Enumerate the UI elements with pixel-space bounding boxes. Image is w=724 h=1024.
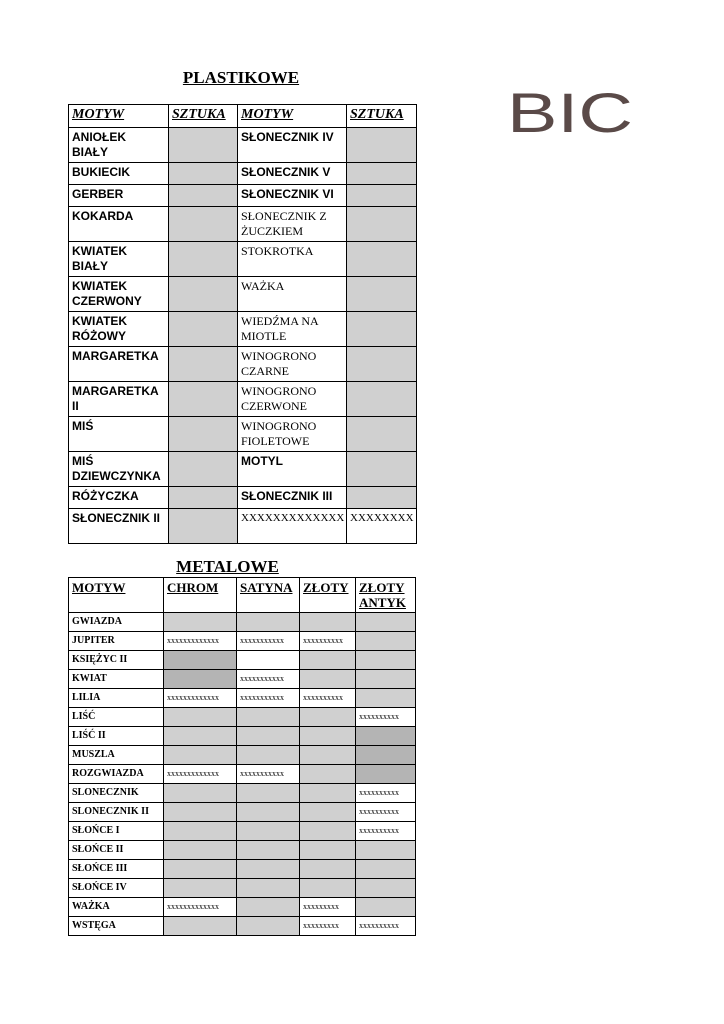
motyw-name-cell: LILIA xyxy=(69,689,164,708)
zloty-antyk-cell: xxxxxxxxxx xyxy=(356,803,416,822)
sztuka-left-cell[interactable] xyxy=(169,417,238,452)
metalowe-row xyxy=(69,689,416,708)
zloty-antyk-cell[interactable] xyxy=(356,879,416,898)
chrom-cell[interactable] xyxy=(164,879,237,898)
zloty-antyk-cell[interactable] xyxy=(356,765,416,784)
motyw-left-cell: ANIOŁEK BIAŁY xyxy=(69,128,169,163)
sztuka-right-cell[interactable] xyxy=(347,185,417,207)
plastikowe-row xyxy=(69,417,417,452)
zloty-antyk-cell[interactable] xyxy=(356,632,416,651)
metalowe-row xyxy=(69,746,416,765)
header-motyw-1: MOTYW xyxy=(69,105,169,128)
sztuka-right-cell[interactable] xyxy=(347,382,417,417)
zloty-antyk-cell[interactable] xyxy=(356,841,416,860)
header-zloty-antyk: ZŁOTY ANTYK xyxy=(356,578,416,613)
zloty-antyk-cell: xxxxxxxxxx xyxy=(356,822,416,841)
motyw-right-cell: WINOGRONO FIOLETOWE xyxy=(238,417,347,452)
zloty-cell: xxxxxxxxx xyxy=(300,917,356,936)
plastikowe-title: PLASTIKOWE xyxy=(182,68,300,87)
chrom-cell[interactable] xyxy=(164,803,237,822)
zloty-antyk-cell: xxxxxxxxxx xyxy=(356,784,416,803)
motyw-name-cell: JUPITER xyxy=(69,632,164,651)
sztuka-left-cell[interactable] xyxy=(169,382,238,417)
motyw-name-cell: WSTĘGA xyxy=(69,917,164,936)
chrom-cell[interactable] xyxy=(164,651,237,670)
plastikowe-row xyxy=(69,185,417,207)
motyw-right-cell: SŁONECZNIK Z ŻUCZKIEM xyxy=(238,207,347,242)
chrom-cell[interactable] xyxy=(164,708,237,727)
chrom-cell[interactable] xyxy=(164,727,237,746)
sztuka-right-cell[interactable] xyxy=(347,163,417,185)
metalowe-row xyxy=(69,822,416,841)
motyw-left-cell: KWIATEK BIAŁY xyxy=(69,242,169,277)
metalowe-row xyxy=(69,898,416,917)
satyna-cell[interactable] xyxy=(237,746,300,765)
zloty-antyk-cell[interactable] xyxy=(356,613,416,632)
metalowe-row xyxy=(69,879,416,898)
metalowe-row xyxy=(69,841,416,860)
satyna-cell[interactable] xyxy=(237,822,300,841)
zloty-cell[interactable] xyxy=(300,651,356,670)
sztuka-right-cell[interactable] xyxy=(347,452,417,487)
zloty-cell[interactable] xyxy=(300,613,356,632)
chrom-cell: xxxxxxxxxxxxx xyxy=(164,632,237,651)
metalowe-row xyxy=(69,765,416,784)
motyw-right-cell: XXXXXXXXXXXXX xyxy=(238,509,347,544)
metalowe-header-row xyxy=(69,578,416,613)
motyw-name-cell: KWIAT xyxy=(69,670,164,689)
motyw-right-cell: WAŻKA xyxy=(238,277,347,312)
header-satyna: SATYNA xyxy=(237,578,300,613)
metalowe-row xyxy=(69,803,416,822)
satyna-cell[interactable] xyxy=(237,917,300,936)
plastikowe-row xyxy=(69,487,417,509)
header-motyw: MOTYW xyxy=(69,578,164,613)
metalowe-row xyxy=(69,651,416,670)
chrom-cell: xxxxxxxxxxxxx xyxy=(164,689,237,708)
zloty-cell: xxxxxxxxx xyxy=(300,898,356,917)
satyna-cell[interactable] xyxy=(237,708,300,727)
chrom-cell[interactable] xyxy=(164,746,237,765)
bic-logo xyxy=(507,82,637,138)
plastikowe-row xyxy=(69,242,417,277)
chrom-cell[interactable] xyxy=(164,613,237,632)
motyw-name-cell: LIŚĆ xyxy=(69,708,164,727)
plastikowe-table xyxy=(68,104,417,544)
motyw-right-cell: WINOGRONO CZERWONE xyxy=(238,382,347,417)
zloty-antyk-cell[interactable] xyxy=(356,860,416,879)
plastikowe-row xyxy=(69,207,417,242)
bic-logo-text: BIC xyxy=(507,82,633,138)
header-sztuka-1: SZTUKA xyxy=(169,105,238,128)
motyw-name-cell: SŁOŃCE IV xyxy=(69,879,164,898)
motyw-right-cell: SŁONECZNIK V xyxy=(238,163,347,185)
chrom-cell[interactable] xyxy=(164,784,237,803)
header-sztuka-2: SZTUKA xyxy=(347,105,417,128)
motyw-right-cell: WINOGRONO CZARNE xyxy=(238,347,347,382)
motyw-left-cell: RÓŻYCZKA xyxy=(69,487,169,509)
chrom-cell[interactable] xyxy=(164,670,237,689)
zloty-cell[interactable] xyxy=(300,803,356,822)
motyw-name-cell: SŁOŃCE I xyxy=(69,822,164,841)
zloty-cell: xxxxxxxxxx xyxy=(300,632,356,651)
chrom-cell[interactable] xyxy=(164,860,237,879)
sztuka-left-cell[interactable] xyxy=(169,347,238,382)
sztuka-right-cell[interactable] xyxy=(347,242,417,277)
zloty-antyk-cell[interactable] xyxy=(356,898,416,917)
metalowe-row xyxy=(69,860,416,879)
motyw-left-cell: MIŚ DZIEWCZYNKA xyxy=(69,452,169,487)
motyw-right-cell: SŁONECZNIK III xyxy=(238,487,347,509)
sztuka-right-cell[interactable] xyxy=(347,207,417,242)
plastikowe-row xyxy=(69,163,417,185)
satyna-cell: xxxxxxxxxxx xyxy=(237,765,300,784)
motyw-name-cell: GWIAZDA xyxy=(69,613,164,632)
plastikowe-row xyxy=(69,509,417,544)
zloty-cell[interactable] xyxy=(300,727,356,746)
sztuka-left-cell[interactable] xyxy=(169,277,238,312)
metalowe-row xyxy=(69,613,416,632)
motyw-left-cell: BUKIECIK xyxy=(69,163,169,185)
satyna-cell[interactable] xyxy=(237,784,300,803)
motyw-left-cell: SŁONECZNIK II xyxy=(69,509,169,544)
sztuka-right-cell[interactable] xyxy=(347,487,417,509)
sztuka-left-cell[interactable] xyxy=(169,128,238,163)
zloty-cell[interactable] xyxy=(300,670,356,689)
satyna-cell[interactable] xyxy=(237,879,300,898)
satyna-cell: xxxxxxxxxxx xyxy=(237,689,300,708)
plastikowe-row xyxy=(69,347,417,382)
motyw-right-cell: STOKROTKA xyxy=(238,242,347,277)
zloty-cell[interactable] xyxy=(300,746,356,765)
header-chrom: CHROM xyxy=(164,578,237,613)
sztuka-right-cell[interactable] xyxy=(347,277,417,312)
sztuka-left-cell[interactable] xyxy=(169,487,238,509)
satyna-cell: xxxxxxxxxxx xyxy=(237,632,300,651)
chrom-cell: xxxxxxxxxxxxx xyxy=(164,898,237,917)
zloty-cell[interactable] xyxy=(300,822,356,841)
zloty-antyk-cell: xxxxxxxxxx xyxy=(356,917,416,936)
metalowe-row xyxy=(69,632,416,651)
header-motyw-2: MOTYW xyxy=(238,105,347,128)
zloty-cell: xxxxxxxxxx xyxy=(300,689,356,708)
motyw-left-cell: KWIATEK RÓŻOWY xyxy=(69,312,169,347)
metalowe-row xyxy=(69,917,416,936)
chrom-cell[interactable] xyxy=(164,917,237,936)
chrom-cell: xxxxxxxxxxxxx xyxy=(164,765,237,784)
zloty-antyk-cell[interactable] xyxy=(356,727,416,746)
chrom-cell[interactable] xyxy=(164,841,237,860)
satyna-cell[interactable] xyxy=(237,898,300,917)
satyna-cell[interactable] xyxy=(237,727,300,746)
zloty-antyk-cell: xxxxxxxxxx xyxy=(356,708,416,727)
sztuka-right-cell: XXXXXXXX xyxy=(347,509,417,544)
motyw-name-cell: WAŻKA xyxy=(69,898,164,917)
sztuka-left-cell[interactable] xyxy=(169,242,238,277)
zloty-cell[interactable] xyxy=(300,879,356,898)
motyw-left-cell: KOKARDA xyxy=(69,207,169,242)
header-zloty: ZŁOTY xyxy=(300,578,356,613)
motyw-right-cell: SŁONECZNIK IV xyxy=(238,128,347,163)
motyw-left-cell: GERBER xyxy=(69,185,169,207)
zloty-antyk-cell[interactable] xyxy=(356,670,416,689)
zloty-cell[interactable] xyxy=(300,784,356,803)
sztuka-left-cell[interactable] xyxy=(169,163,238,185)
metalowe-row xyxy=(69,708,416,727)
motyw-name-cell: SŁOŃCE III xyxy=(69,860,164,879)
motyw-left-cell: MIŚ xyxy=(69,417,169,452)
satyna-cell: xxxxxxxxxxx xyxy=(237,670,300,689)
sztuka-right-cell[interactable] xyxy=(347,128,417,163)
satyna-cell[interactable] xyxy=(237,651,300,670)
zloty-antyk-cell[interactable] xyxy=(356,746,416,765)
motyw-name-cell: SLONECZNIK II xyxy=(69,803,164,822)
sztuka-left-cell[interactable] xyxy=(169,207,238,242)
motyw-name-cell: KSIĘŻYC II xyxy=(69,651,164,670)
metalowe-row xyxy=(69,670,416,689)
plastikowe-row xyxy=(69,382,417,417)
sztuka-right-cell[interactable] xyxy=(347,312,417,347)
motyw-right-cell: MOTYL xyxy=(238,452,347,487)
motyw-left-cell: MARGARETKA II xyxy=(69,382,169,417)
metalowe-title: METALOWE xyxy=(176,557,279,576)
sztuka-left-cell[interactable] xyxy=(169,509,238,544)
motyw-name-cell: SLONECZNIK xyxy=(69,784,164,803)
zloty-cell[interactable] xyxy=(300,841,356,860)
plastikowe-row xyxy=(69,277,417,312)
sztuka-left-cell[interactable] xyxy=(169,452,238,487)
zloty-antyk-cell[interactable] xyxy=(356,689,416,708)
motyw-left-cell: KWIATEK CZERWONY xyxy=(69,277,169,312)
chrom-cell[interactable] xyxy=(164,822,237,841)
motyw-left-cell: MARGARETKA xyxy=(69,347,169,382)
sztuka-left-cell[interactable] xyxy=(169,185,238,207)
plastikowe-row xyxy=(69,128,417,163)
metalowe-row xyxy=(69,784,416,803)
satyna-cell[interactable] xyxy=(237,841,300,860)
zloty-cell[interactable] xyxy=(300,860,356,879)
motyw-name-cell: LIŚĆ II xyxy=(69,727,164,746)
metalowe-table xyxy=(68,577,416,936)
motyw-right-cell: SŁONECZNIK VI xyxy=(238,185,347,207)
satyna-cell[interactable] xyxy=(237,613,300,632)
sztuka-right-cell[interactable] xyxy=(347,347,417,382)
sztuka-left-cell[interactable] xyxy=(169,312,238,347)
motyw-name-cell: ROZGWIAZDA xyxy=(69,765,164,784)
zloty-antyk-cell[interactable] xyxy=(356,651,416,670)
zloty-cell[interactable] xyxy=(300,708,356,727)
motyw-right-cell: WIEDŹMA NA MIOTLE xyxy=(238,312,347,347)
motyw-name-cell: SŁOŃCE II xyxy=(69,841,164,860)
plastikowe-header-row xyxy=(69,105,417,128)
satyna-cell[interactable] xyxy=(237,803,300,822)
plastikowe-row xyxy=(69,452,417,487)
plastikowe-row xyxy=(69,312,417,347)
zloty-cell[interactable] xyxy=(300,765,356,784)
motyw-name-cell: MUSZLA xyxy=(69,746,164,765)
metalowe-row xyxy=(69,727,416,746)
sztuka-right-cell[interactable] xyxy=(347,417,417,452)
satyna-cell[interactable] xyxy=(237,860,300,879)
